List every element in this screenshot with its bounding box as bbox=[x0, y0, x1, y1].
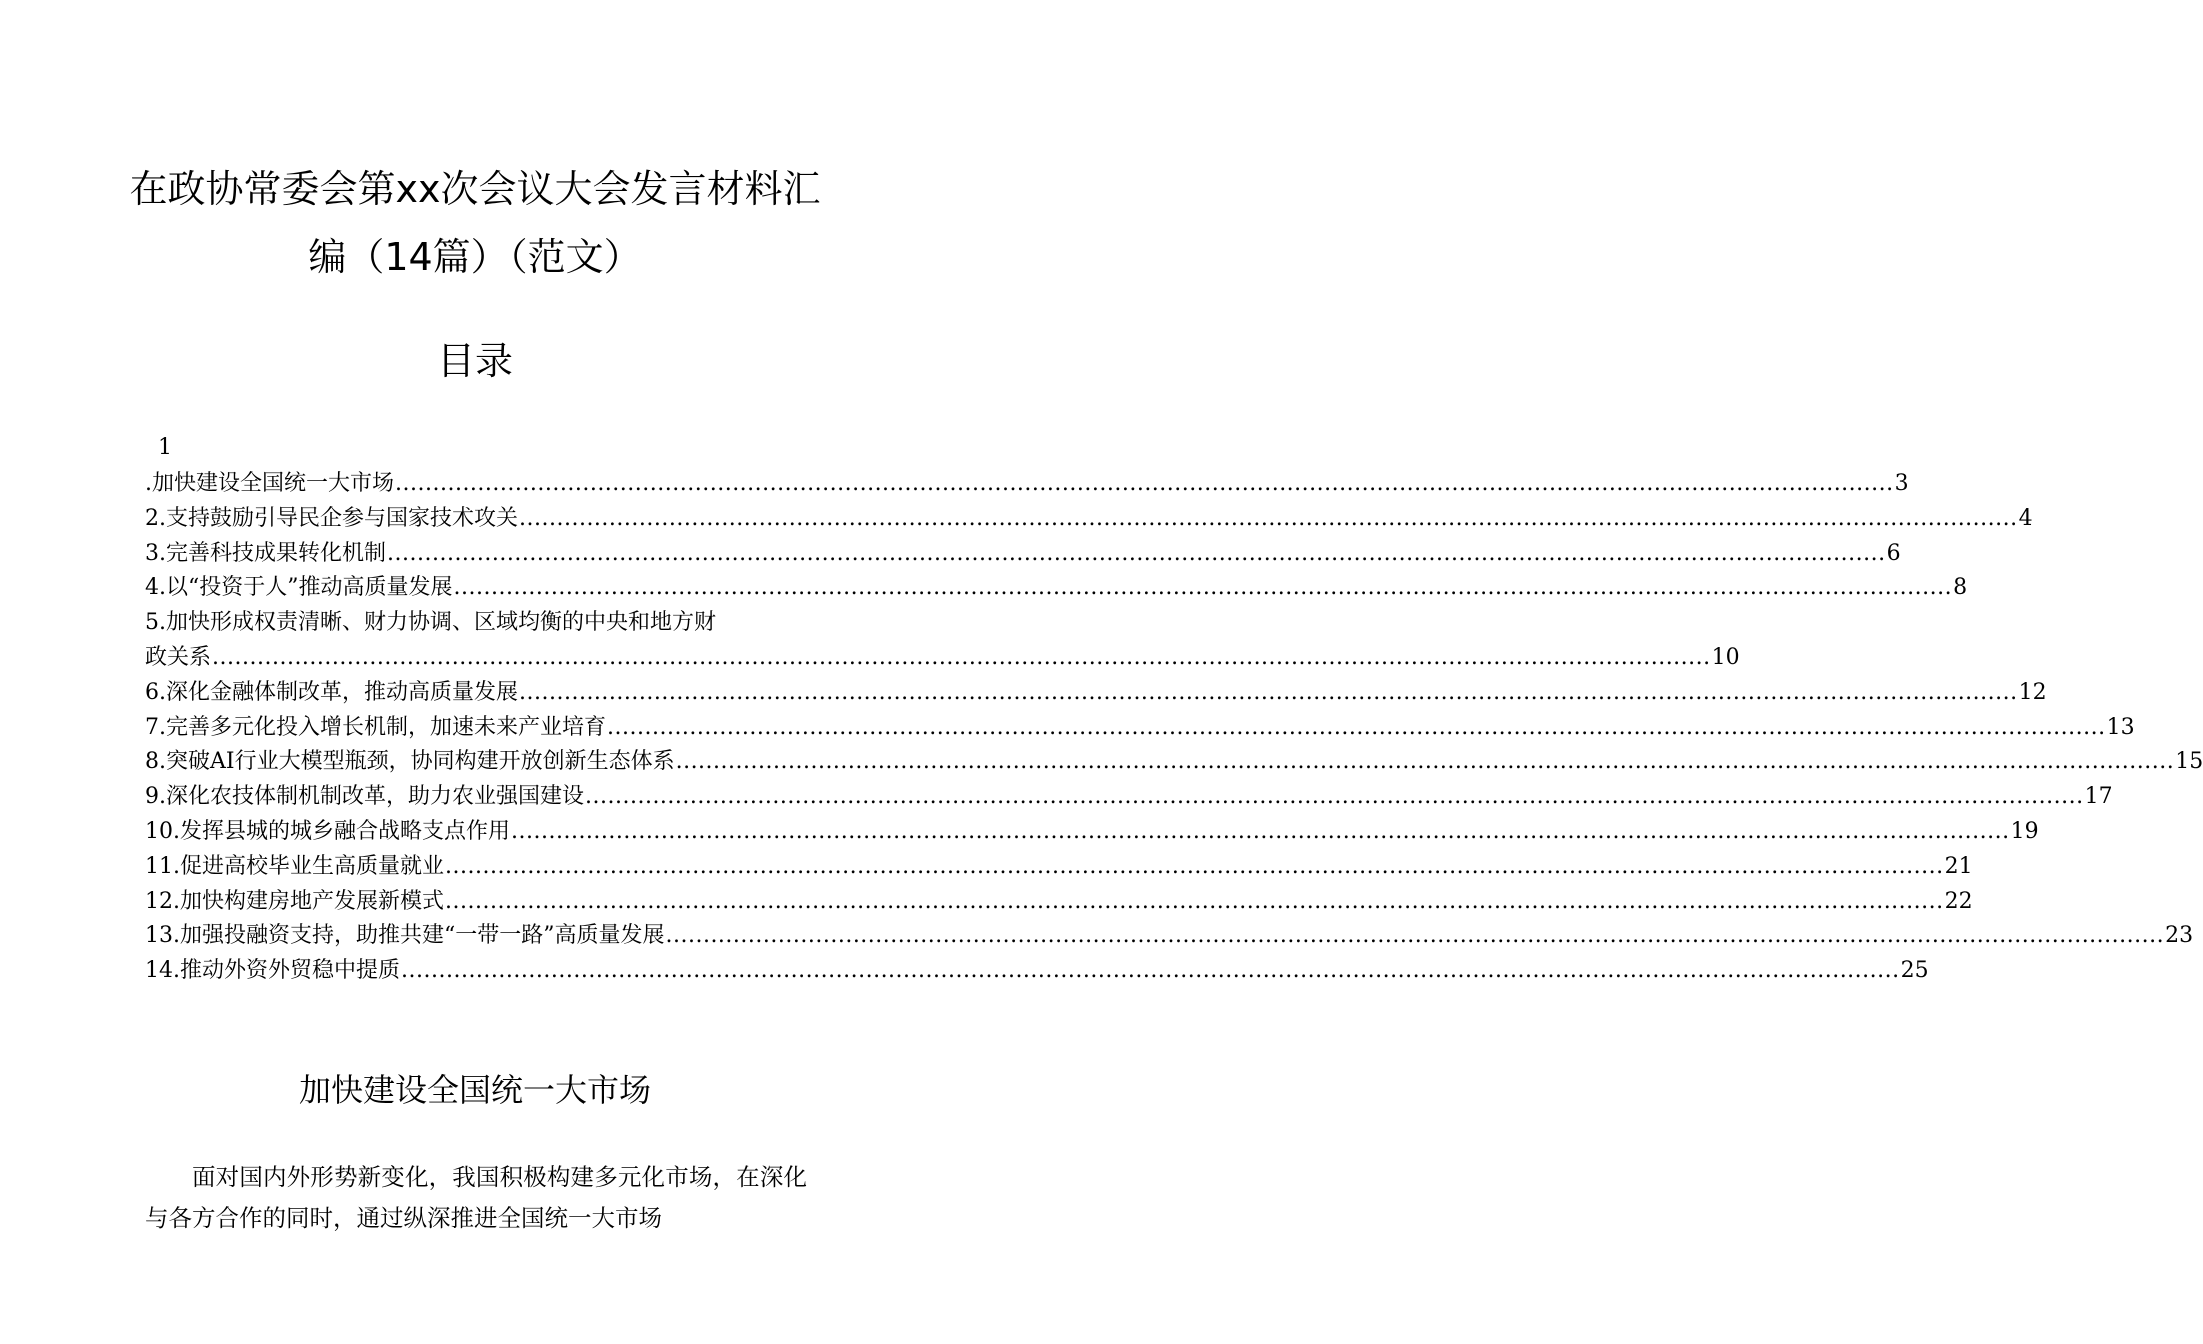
toc-entry-title: 6.深化金融体制改革，推动高质量发展 bbox=[145, 679, 518, 705]
toc-entry-page: 23 bbox=[2165, 923, 2194, 949]
toc-leader-dots: ........................................................................................................................................................................................................ bbox=[445, 888, 1944, 914]
toc-heading: 目录 bbox=[436, 339, 513, 383]
body-paragraph: 面对国内外形势新变化，我国积极构建多元化市场，在深化与各方合作的同时，通过纵深推进全国统一大市场 bbox=[145, 1163, 807, 1232]
toc-entry[interactable] bbox=[145, 745, 2203, 780]
toc-entry[interactable] bbox=[145, 467, 1909, 502]
toc-entry-page: 19 bbox=[2010, 818, 2039, 844]
toc-entry-title: 4.以“投资于人”推动高质量发展 bbox=[145, 575, 453, 601]
toc-entry-title: 7.完善多元化投入增长机制，加速未来产业培育 bbox=[145, 714, 606, 740]
toc-entry-page: 13 bbox=[2106, 714, 2135, 740]
toc-entry[interactable] bbox=[145, 571, 1968, 606]
toc-entry[interactable] bbox=[145, 885, 1973, 920]
toc-leader-dots: ........................................................................................................................................................................................................ bbox=[511, 818, 2010, 844]
toc-entry[interactable] bbox=[145, 502, 2033, 537]
toc-entry-title: 3.完善科技成果转化机制 bbox=[145, 540, 386, 566]
toc-leader-dots: ........................................................................................................................................................................................................ bbox=[675, 749, 2175, 775]
toc-entry[interactable] bbox=[145, 711, 2135, 746]
toc-entry-title: 政关系 bbox=[145, 644, 212, 670]
toc-entry-title: 11.促进高校毕业生高质量就业 bbox=[145, 853, 444, 879]
section-heading: 加快建设全国统一大市场 bbox=[298, 1071, 651, 1109]
toc-entry[interactable] bbox=[145, 919, 2194, 954]
toc-leader-dots: ........................................................................................................................................................................................................ bbox=[395, 471, 1894, 496]
toc-entry-page: 3 bbox=[1894, 471, 1909, 496]
toc-entry-page: 15 bbox=[2175, 749, 2203, 775]
table-of-contents bbox=[145, 467, 2203, 989]
toc-entry-page: 17 bbox=[2084, 784, 2113, 810]
toc-first-number: 1 bbox=[158, 435, 172, 460]
toc-entry-title: 13.加强投融资支持，助推共建“一带一路”高质量发展 bbox=[145, 923, 665, 949]
toc-entry[interactable] bbox=[145, 676, 2047, 711]
toc-entry-title: 2.支持鼓励引导民企参与国家技术攻关 bbox=[145, 505, 518, 531]
toc-entry-title: 14.推动外资外贸稳中提质 bbox=[145, 958, 400, 984]
toc-entry-page: 21 bbox=[1944, 853, 1973, 879]
toc-entry-wrapped-line[interactable]: 5.加快形成权责清晰、财力协调、区域均衡的中央和地方财 bbox=[145, 610, 716, 636]
toc-entry-title: 12.加快构建房地产发展新模式 bbox=[145, 888, 444, 914]
toc-entry-page: 6 bbox=[1886, 540, 1901, 566]
toc-entry-page: 12 bbox=[2018, 679, 2047, 705]
toc-entry-title: 8.突破AI行业大模型瓶颈，协同构建开放创新生态体系 bbox=[145, 749, 675, 775]
toc-leader-dots: ........................................................................................................................................................................................................ bbox=[453, 575, 1953, 601]
toc-entry[interactable] bbox=[145, 815, 2039, 850]
toc-leader-dots: ........................................................................................................................................................................................................ bbox=[607, 714, 2106, 740]
toc-entry-title: 9.深化农技体制机制改革，助力农业强国建设 bbox=[145, 784, 584, 810]
body-text bbox=[145, 1157, 807, 1239]
toc-entry-page: 4 bbox=[2018, 505, 2033, 531]
toc-entry-title: 10.发挥县城的城乡融合战略支点作用 bbox=[145, 818, 510, 844]
toc-leader-dots: ........................................................................................................................................................................................................ bbox=[387, 540, 1886, 566]
toc-entry[interactable] bbox=[145, 780, 2113, 815]
toc-entry[interactable] bbox=[145, 537, 1901, 572]
toc-leader-dots: ........................................................................................................................................................................................................ bbox=[665, 923, 2165, 949]
document-title-line-1: 在政协常委会第xx次会议大会发言材料汇 bbox=[129, 167, 821, 211]
toc-entry-title: .加快建设全国统一大市场 bbox=[145, 471, 394, 496]
toc-leader-dots: ........................................................................................................................................................................................................ bbox=[519, 505, 2018, 531]
toc-leader-dots: ........................................................................................................................................................................................................ bbox=[445, 853, 1944, 879]
toc-entry-page: 22 bbox=[1944, 888, 1973, 914]
toc-leader-dots: ........................................................................................................................................................................................................ bbox=[519, 679, 2018, 705]
toc-leader-dots: ........................................................................................................................................................................................................ bbox=[401, 958, 1900, 984]
toc-entry-page: 10 bbox=[1711, 644, 1740, 670]
toc-entry[interactable] bbox=[145, 850, 1973, 885]
toc-entry[interactable] bbox=[145, 641, 1740, 676]
toc-entry[interactable] bbox=[145, 954, 1929, 989]
toc-leader-dots: ........................................................................................................................................................................................................ bbox=[212, 644, 1711, 670]
toc-entry-page: 25 bbox=[1900, 958, 1929, 984]
toc-entry-page: 8 bbox=[1953, 575, 1968, 601]
toc-leader-dots: ........................................................................................................................................................................................................ bbox=[585, 784, 2084, 810]
document-title-line-2: 编（14篇）（范文） bbox=[308, 235, 642, 279]
